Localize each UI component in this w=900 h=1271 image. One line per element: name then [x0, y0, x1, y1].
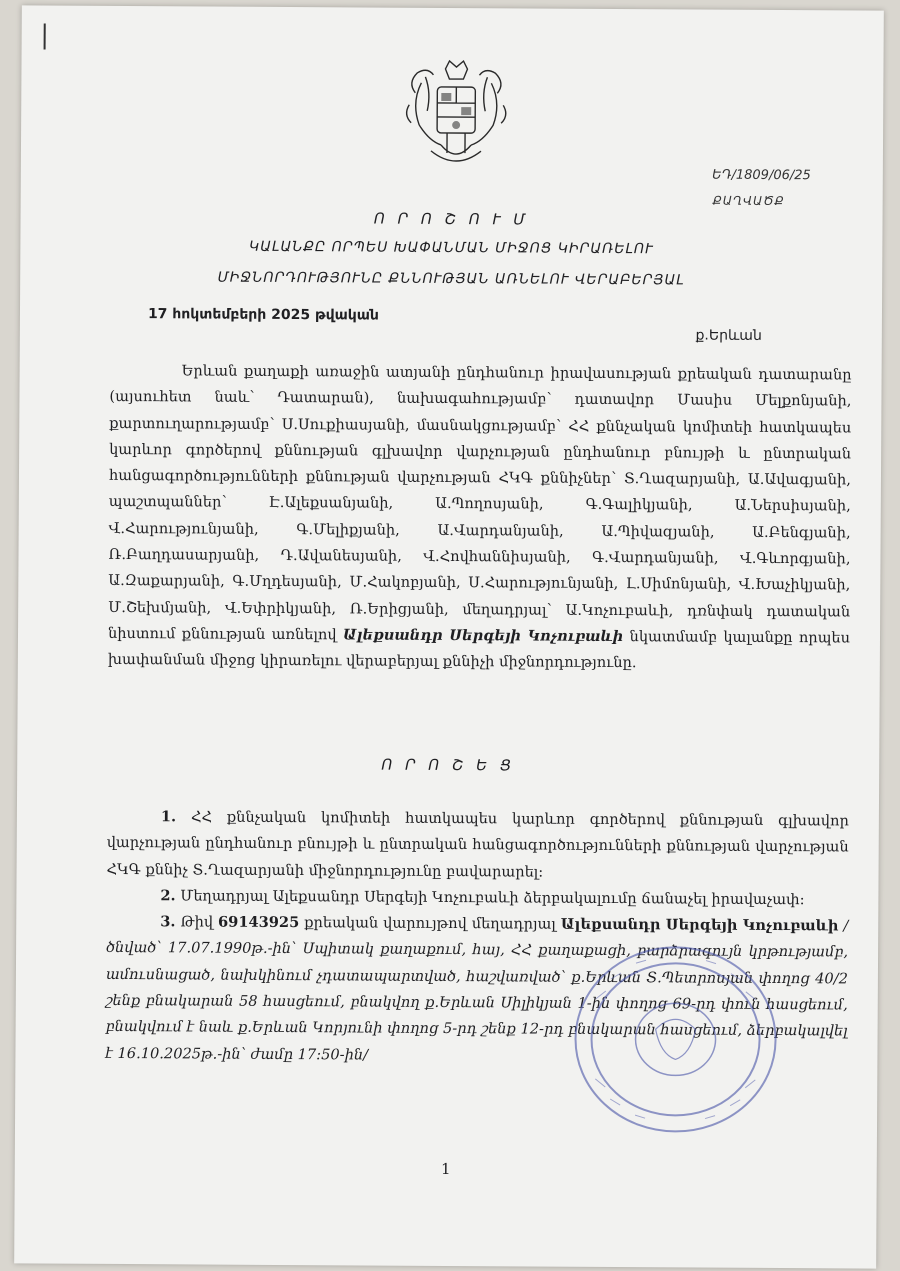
coat-of-arms-emblem	[401, 53, 512, 174]
item-lead: Թիվ	[180, 913, 214, 931]
document-page	[14, 5, 884, 1268]
subject-line-1: ԿԱԼԱՆՔԸ ՈՐՊԵՍ ԽԱՓԱՆՄԱՆ ՄԻՋՈՑ ԿԻՐԱՌԵԼՈՒ	[248, 238, 654, 258]
item-number: 1.	[160, 808, 177, 826]
defendant-name: Ալեքսանդր Սերգեյի Կոչուբաևի	[560, 915, 839, 935]
item-text: ՀՀ քննչական կոմիտեի հատկապես կարևոր գործերով քննության գլխավոր վարչության ընդհանուր բնույթի և ընտրական հանցագործությունների քննության վարչության ՀԿԳ քննիչ Տ.Ղազարյանի միջնորդությունը բավարարել:	[106, 808, 849, 881]
decided-heading: Ո Ր Ո Շ Ե Ց	[381, 755, 516, 775]
item-mid: քրեական վարույթով մեղադրյալ	[304, 914, 556, 933]
extract-label: ՔԱՂՎԱԾՔ	[712, 193, 785, 209]
margin-mark	[44, 24, 46, 50]
intro-text-part-2: նկատմամբ կալանքը որպես խափանման միջոց կիրառելու վերաբերյալ քննիչի միջնորդությունը.	[107, 628, 851, 672]
subject-line-2: ՄԻՋՆՈՐԴՈՒԹՅՈՒՆԸ ՔՆՆՈՒԹՅԱՆ ԱՌՆԵԼՈՒ ՎԵՐԱԲԵՐՅԱԼ	[217, 269, 685, 289]
page-number: 1	[440, 1159, 451, 1179]
intro-text-part-1: Երևան քաղաքի առաջին ատյանի ընդհանուր իրավասության քրեական դատարանը (այսուհետ նաև՝ Դատարան), նախագահությամբ՝ դատավոր Մասիս Մելքոնյանի, քարտուղարությամբ՝ Ս.Սուքիասյանի, մասնակցությամբ՝ ՀՀ քննչական կոմիտեի հատկապես կարևոր գործերով քննության գլխավոր վարչության ընդհանուր բնույթի և ընտրական հանցագործությունների քննության վարչության ՀԿԳ քննիչներ՝ Տ.Ղազարյանի, Ա.Ավագյանի, պաշտպաններ՝ Է.Ալեքսանյանի, Ա.Պողոսյանի, Գ.Գալիկյանի, Ա.Ներսիսյանի, Վ.Հարությունյանի, Գ.Մելիքյանի, Ա.Վարդանյանի, Ա.Պիվազյանի, Ա.Բենգյանի, Ռ.Բաղդասարյանի, Դ.Ավանեսյանի, Վ.Հովհաննիսյանի, Գ.Վարդանյանի, Վ.Գևորգյանի, Ա.Զաքարյանի, Գ.Մղդեսյանի, Մ.Հակոբյանի, Ս.Հարությունյանի, Լ.Սիմոնյանի, Վ.Խաչիկյանի, Մ.Շեխմյանի, Վ.Եփրիկյանի, Ռ.Երիցյանի, մեղադրյալ՝ Ա.Կոչուբաևի, դռնփակ դատական նիստում քննության առնելով	[107, 362, 852, 644]
case-number: 69143925	[217, 913, 300, 932]
round-seal-stamp	[565, 939, 786, 1140]
intro-paragraph	[108, 358, 852, 678]
decision-date: 17 հոկտեմբերի 2025 թվական	[147, 306, 379, 324]
decision-item-1	[106, 804, 848, 887]
defendant-details: /ծնված՝ 17.07.1990թ.-ին՝ Սպիտակ քաղաքում, հայ, ՀՀ քաղաքացի, բարձրագույն կրթությամբ, ամուսնացած, նախկինում չդատապարտված, հաշվառված՝ ք.Երևան Տ.Պետրոսյան փողոց 40/2 շենք բնակարան 58 հասցեում, բնակվող ք.Երևան Սիլիկյան 1-ին փողոց 69-րդ փուն հասցեում, բնակվում է նաև ք.Երևան Կորյունի փողոց 5-րդ շենք 12-րդ բնակարան հասցեում, ձերբակալվել է 16.10.2025թ.-ին՝ ժամը 17:50-ին/	[105, 917, 849, 1064]
item-text: Մեղադրյալ Ալեքսանդր Սերգեյի Կոչուբաևի ձերբակալումը ճանաչել իրավաչափ:	[180, 887, 805, 909]
decision-title: Ո Ր Ո Շ Ո Ւ Մ	[373, 209, 530, 229]
item-number: 2.	[160, 887, 176, 905]
defendant-name: Ալեքսանդր Սերգեյի Կոչուբաևի	[342, 626, 624, 646]
document-number: ԵԴ/1809/06/25	[712, 167, 811, 184]
item-number: 3.	[160, 913, 176, 931]
decision-city: ք.Երևան	[695, 327, 762, 344]
